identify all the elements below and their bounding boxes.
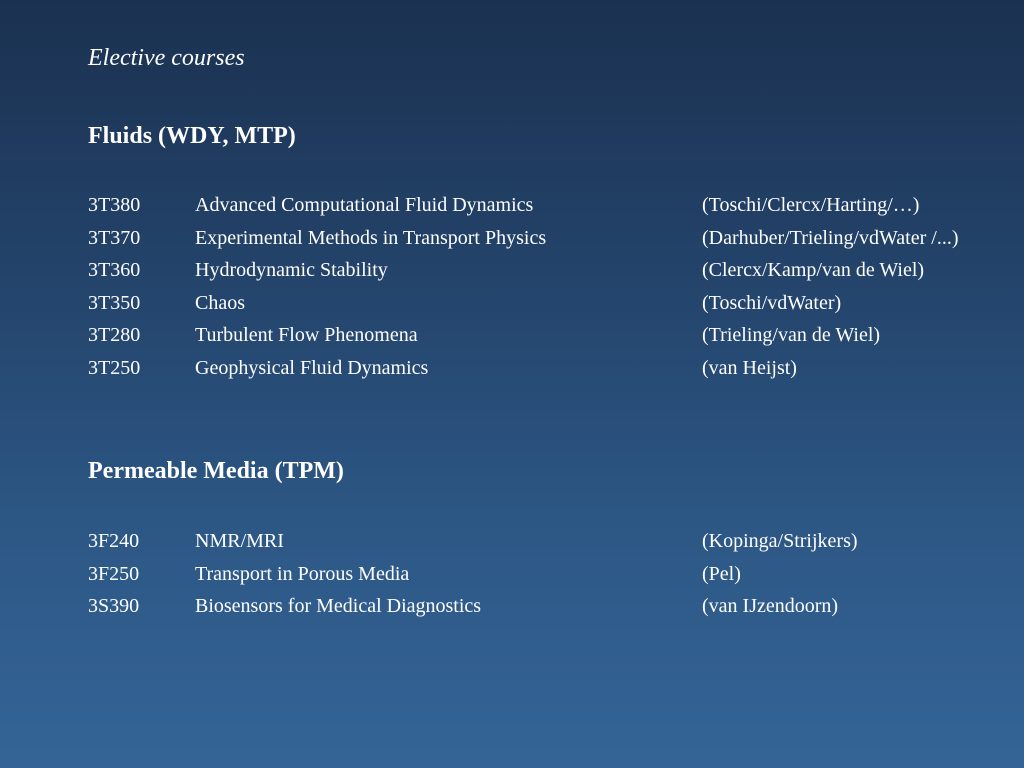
course-row [88,560,1018,593]
course-row [88,224,1018,257]
course-lecturers: (van IJzendoorn) [702,595,839,618]
course-code: 3T370 [88,226,141,249]
course-code: 3T350 [88,291,141,314]
course-name: Transport in Porous Media [195,562,410,585]
course-lecturers: (Trieling/van de Wiel) [702,324,881,347]
course-row [88,256,1018,289]
course-lecturers: (Pel) [702,562,741,585]
course-name: Hydrodynamic Stability [195,259,388,282]
section-heading-fluids: Fluids (WDY, MTP) [88,123,296,149]
course-code: 3T380 [88,194,141,216]
course-lecturers: (van Heijst) [702,356,797,379]
course-name: Biosensors for Medical Diagnostics [195,595,482,618]
course-list-permeable-media [88,527,1018,625]
course-name: Turbulent Flow Phenomena [195,324,418,347]
course-row [88,289,1018,322]
course-code: 3F250 [88,562,140,585]
course-list-fluids [88,191,1018,387]
course-name: Experimental Methods in Transport Physics [195,226,547,249]
course-row [88,527,1018,560]
course-lecturers: (Clercx/Kamp/van de Wiel) [702,259,925,282]
course-code: 3S390 [88,595,140,618]
course-lecturers: (Kopinga/Strijkers) [702,530,858,552]
course-code: 3F240 [88,530,140,552]
course-name: Chaos [195,291,245,314]
slide-title: Elective courses [88,45,245,71]
course-name: Geophysical Fluid Dynamics [195,356,429,379]
course-row [88,191,1018,224]
course-lecturers: (Toschi/Clercx/Harting/…) [702,194,920,216]
course-code: 3T360 [88,259,141,282]
course-lecturers: (Darhuber/Trieling/vdWater /...) [702,226,959,249]
section-heading-permeable-media: Permeable Media (TPM) [88,458,344,484]
course-row [88,321,1018,354]
course-code: 3T250 [88,356,141,379]
course-code: 3T280 [88,324,141,347]
course-lecturers: (Toschi/vdWater) [702,291,842,314]
course-name: Advanced Computational Fluid Dynamics [195,194,534,216]
course-name: NMR/MRI [195,530,284,552]
course-row [88,592,1018,625]
course-row [88,354,1018,387]
